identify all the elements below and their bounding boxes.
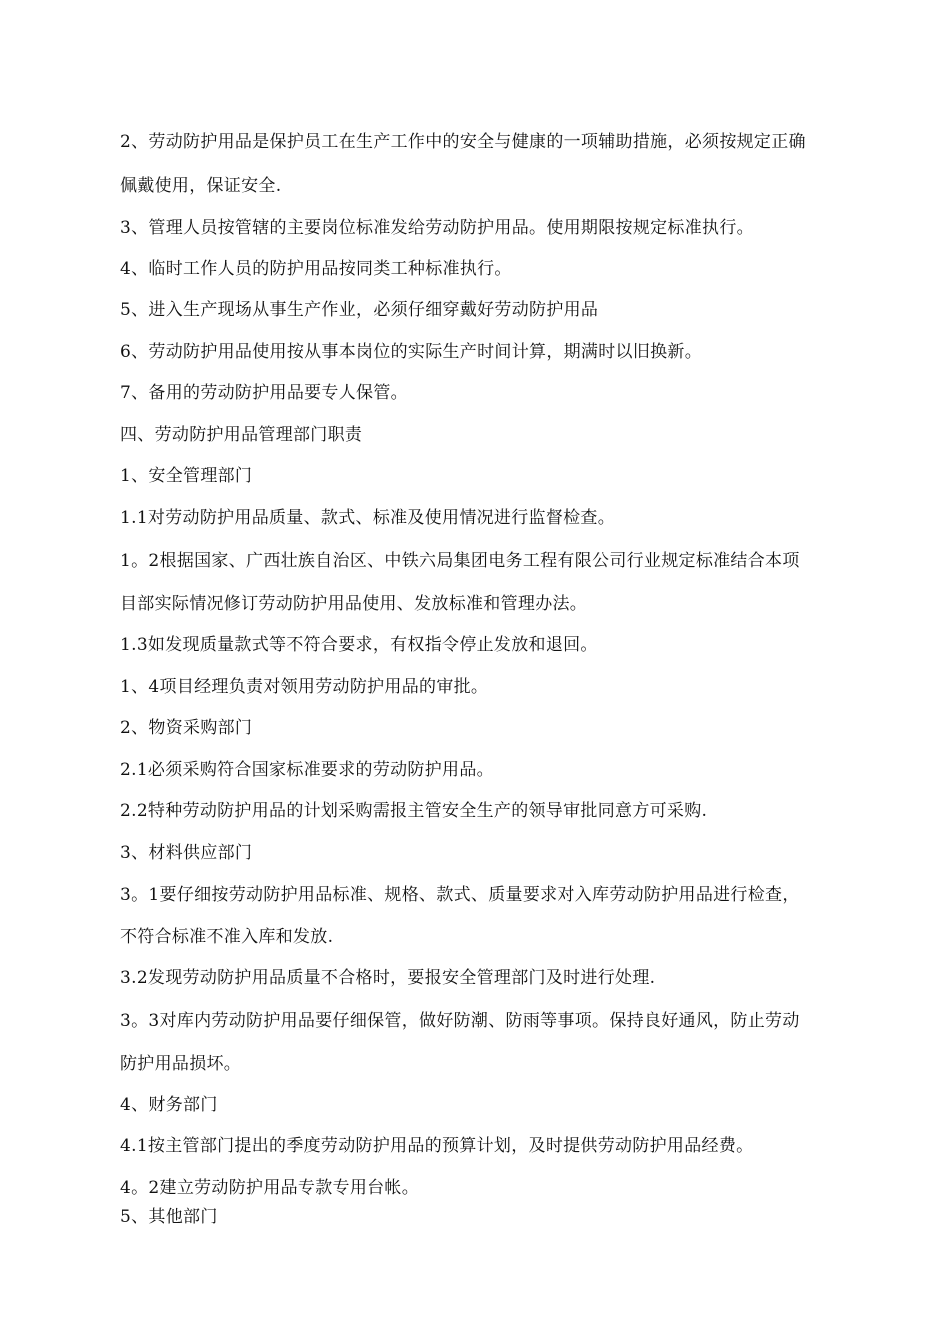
section-heading: 四、劳动防护用品管理部门职责 <box>120 425 363 445</box>
text-line: 目部实际情况修订劳动防护用品使用、发放标准和管理办法。 <box>120 594 588 614</box>
text-line: 佩戴使用，保证安全. <box>120 176 282 196</box>
subsection-heading: 2、物资采购部门 <box>120 718 253 738</box>
text-line: 3、管理人员按管辖的主要岗位标准发给劳动防护用品。使用期限按规定标准执行。 <box>120 218 754 238</box>
text-line: 2.2特种劳动防护用品的计划采购需报主管安全生产的领导审批同意方可采购. <box>120 801 708 821</box>
text-line: 1.1对劳动防护用品质量、款式、标准及使用情况进行监督检查。 <box>120 508 616 528</box>
text-line: 2、劳动防护用品是保护员工在生产工作中的安全与健康的一项辅助措施，必须按规定正确 <box>120 132 806 152</box>
subsection-heading: 1、安全管理部门 <box>120 466 253 486</box>
text-line: 5、进入生产现场从事生产作业，必须仔细穿戴好劳动防护用品 <box>120 300 599 320</box>
text-line: 4.1按主管部门提出的季度劳动防护用品的预算计划，及时提供劳动防护用品经费。 <box>120 1136 754 1156</box>
text-line: 1.3如发现质量款式等不符合要求，有权指令停止发放和退回。 <box>120 635 598 655</box>
text-line: 防护用品损坏。 <box>120 1054 242 1074</box>
text-line: 1。2根据国家、广西壮族自治区、中铁六局集团电务工程有限公司行业规定标准结合本项 <box>120 551 800 571</box>
text-line: 4。2建立劳动防护用品专款专用台帐。 <box>120 1178 420 1198</box>
subsection-heading: 3、材料供应部门 <box>120 843 253 863</box>
text-line: 不符合标准不准入库和发放. <box>120 927 334 947</box>
subsection-heading: 4、财务部门 <box>120 1095 218 1115</box>
subsection-heading: 5、其他部门 <box>120 1207 218 1227</box>
text-line: 4、临时工作人员的防护用品按同类工种标准执行。 <box>120 259 512 279</box>
text-line: 2.1必须采购符合国家标准要求的劳动防护用品。 <box>120 760 494 780</box>
text-line: 3.2发现劳动防护用品质量不合格时，要报安全管理部门及时进行处理. <box>120 968 656 988</box>
text-line: 3。3对库内劳动防护用品要仔细保管，做好防潮、防雨等事项。保持良好通风，防止劳动 <box>120 1011 800 1031</box>
text-line: 7、备用的劳动防护用品要专人保管。 <box>120 383 408 403</box>
text-line: 3。1要仔细按劳动防护用品标准、规格、款式、质量要求对入库劳动防护用品进行检查， <box>120 885 800 905</box>
text-line: 1、4项目经理负责对领用劳动防护用品的审批。 <box>120 677 489 697</box>
text-line: 6、劳动防护用品使用按从事本岗位的实际生产时间计算，期满时以旧换新。 <box>120 342 703 362</box>
